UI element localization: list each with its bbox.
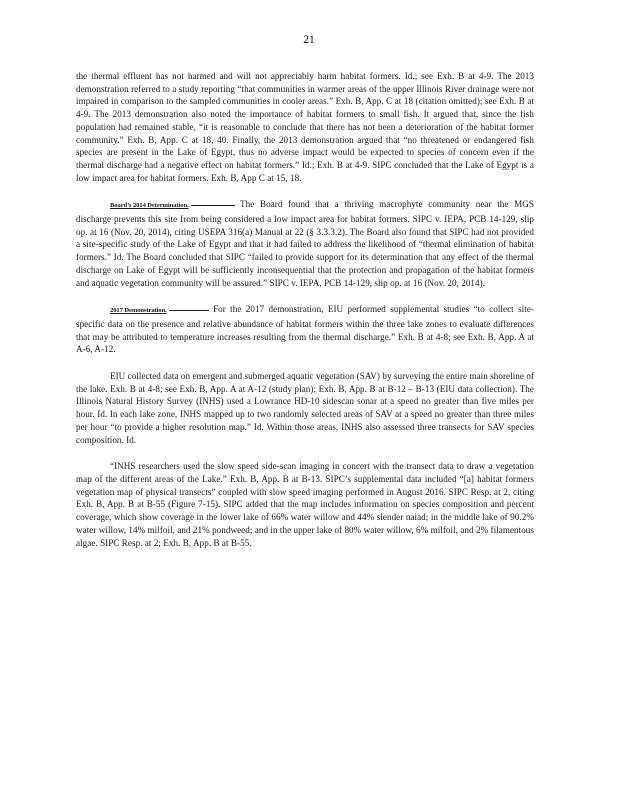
paragraph-habitat-effects: the thermal effluent has not harmed and will not appreciably harm habitat formers. Id.; see Exh. B at 4-9. The 2013 demonstration referred to a study reporting “that communities in warmer areas of the upper Illinois River drainage were not impaired in comparison to the sampled communities in cooler areas.” Exh. B, App. C at 18 (citation omitted); see Exh. B at 4-9. The 2013 demonstration also noted the importance of habitat formers to small fish. It argued that, since the fish population had remained stable, “it is reasonable to conclude that there has not been a deterioration of the habitat former community.” Exh. B, App. C at 18, 40. Finally, the 2013 demonstration argued that “no threatened or endangered fish species are present in the Lake of Egypt, thus no adverse impact would be expected to species of concern even if the thermal discharge had a negative effect on habitat formers.” Id.; Exh. B at 4-9. SIPC concluded that the Lake of Egypt is a low impact area for habitat formers. Exh. B, App C at 15, 18. — [76, 71, 534, 183]
paragraph-inhs-vegetation-map: “INHS researchers used the slow speed side-scan imaging in concert with the transect data to draw a vegetation map of the different areas of the Lake.” Exh. B, App. B at B-13. SIPC’s supplemental data included “[a] habitat formers vegetation map of physical transects” coupled with slow speed imaging performed in August 2016. SIPC Resp. at 2, citing Exh. B, App. B at B-55 (Figure 7-15). SIPC added that the map includes information on species composition and percent coverage, which show coverage in the lower lake of 66% water willow and 44% slender naiad; in the middle lake of 90.2% water willow, 14% milfoil, and 21% pondweed; and in the upper lake of 80% water willow, 6% milfoil, and 2% filamentous algae. SIPC Resp. at 2; Exh. B, App. B at B-55. — [76, 461, 534, 548]
heading-underline — [169, 310, 209, 311]
paragraph-text: For the 2017 demonstration, EIU performed supplemental studies “to collect site-specific data on the presence and relative abundance of habitat formers within the three lake zones to evaluate differences that may be attributed to temperature increases resulting from the thermal discharge.” Exh. B at 4-8; see Exh. B, App. A at A-6, A-12. — [76, 304, 534, 355]
page-number: 21 — [303, 34, 315, 46]
paragraph-eiu-data-collection: EIU collected data on emergent and submerged aquatic vegetation (SAV) by surveying the entire main shoreline of the lake. Exh. B at 4-8; see Exh. B, App. A at A-12 (study plan); Exh. B, App. B at B-12 – B-13 (EIU data collection). The Illinois Natural History Survey (INHS) used a Lowrance HD-10 sidescan sonar at a speed no greater than five miles per hour. Id. In each lake zone, INHS mapped up to two randomly selected areas of SAV at a speed no greater than three miles per hour “to provide a higher resolution map.” Id. Within those areas, INHS also assessed three transects for SAV species composition. Id. — [76, 371, 534, 445]
section-heading-2017-demonstration: 2017 Demonstration. — [110, 307, 167, 315]
paragraph-board-2014-determination — [76, 198, 534, 289]
paragraph-2017-demonstration — [76, 303, 534, 356]
heading-underline — [191, 205, 235, 206]
document-body — [76, 70, 534, 563]
section-heading-board-2014: Board’s 2014 Determination. — [110, 202, 189, 210]
paragraph-text: The Board found that a thriving macrophyte community near the MGS discharge prevents this site from being considered a low impact area for habitat formers. SIPC v. IEPA, PCB 14-129, slip op. at 16 (Nov. 20, 2014), citing USEPA 316(a) Manual at 22 (§ 3.3.3.2). The Board also found that SIPC had not provided a site-specific study of the Lake of Egypt and that it had failed to address the likelihood of “thermal elimination of habitat formers.” Id. The Board concluded that SIPC “failed to provide support for its determination that any effect of the thermal discharge on Lake of Egypt will be sufficiently inconsequential that the protection and propagation of the habitat formers and aquatic vegetation community will be assured.” SIPC v. IEPA, PCB 14-129, slip op. at 16 (Nov. 20, 2014). — [76, 199, 534, 288]
